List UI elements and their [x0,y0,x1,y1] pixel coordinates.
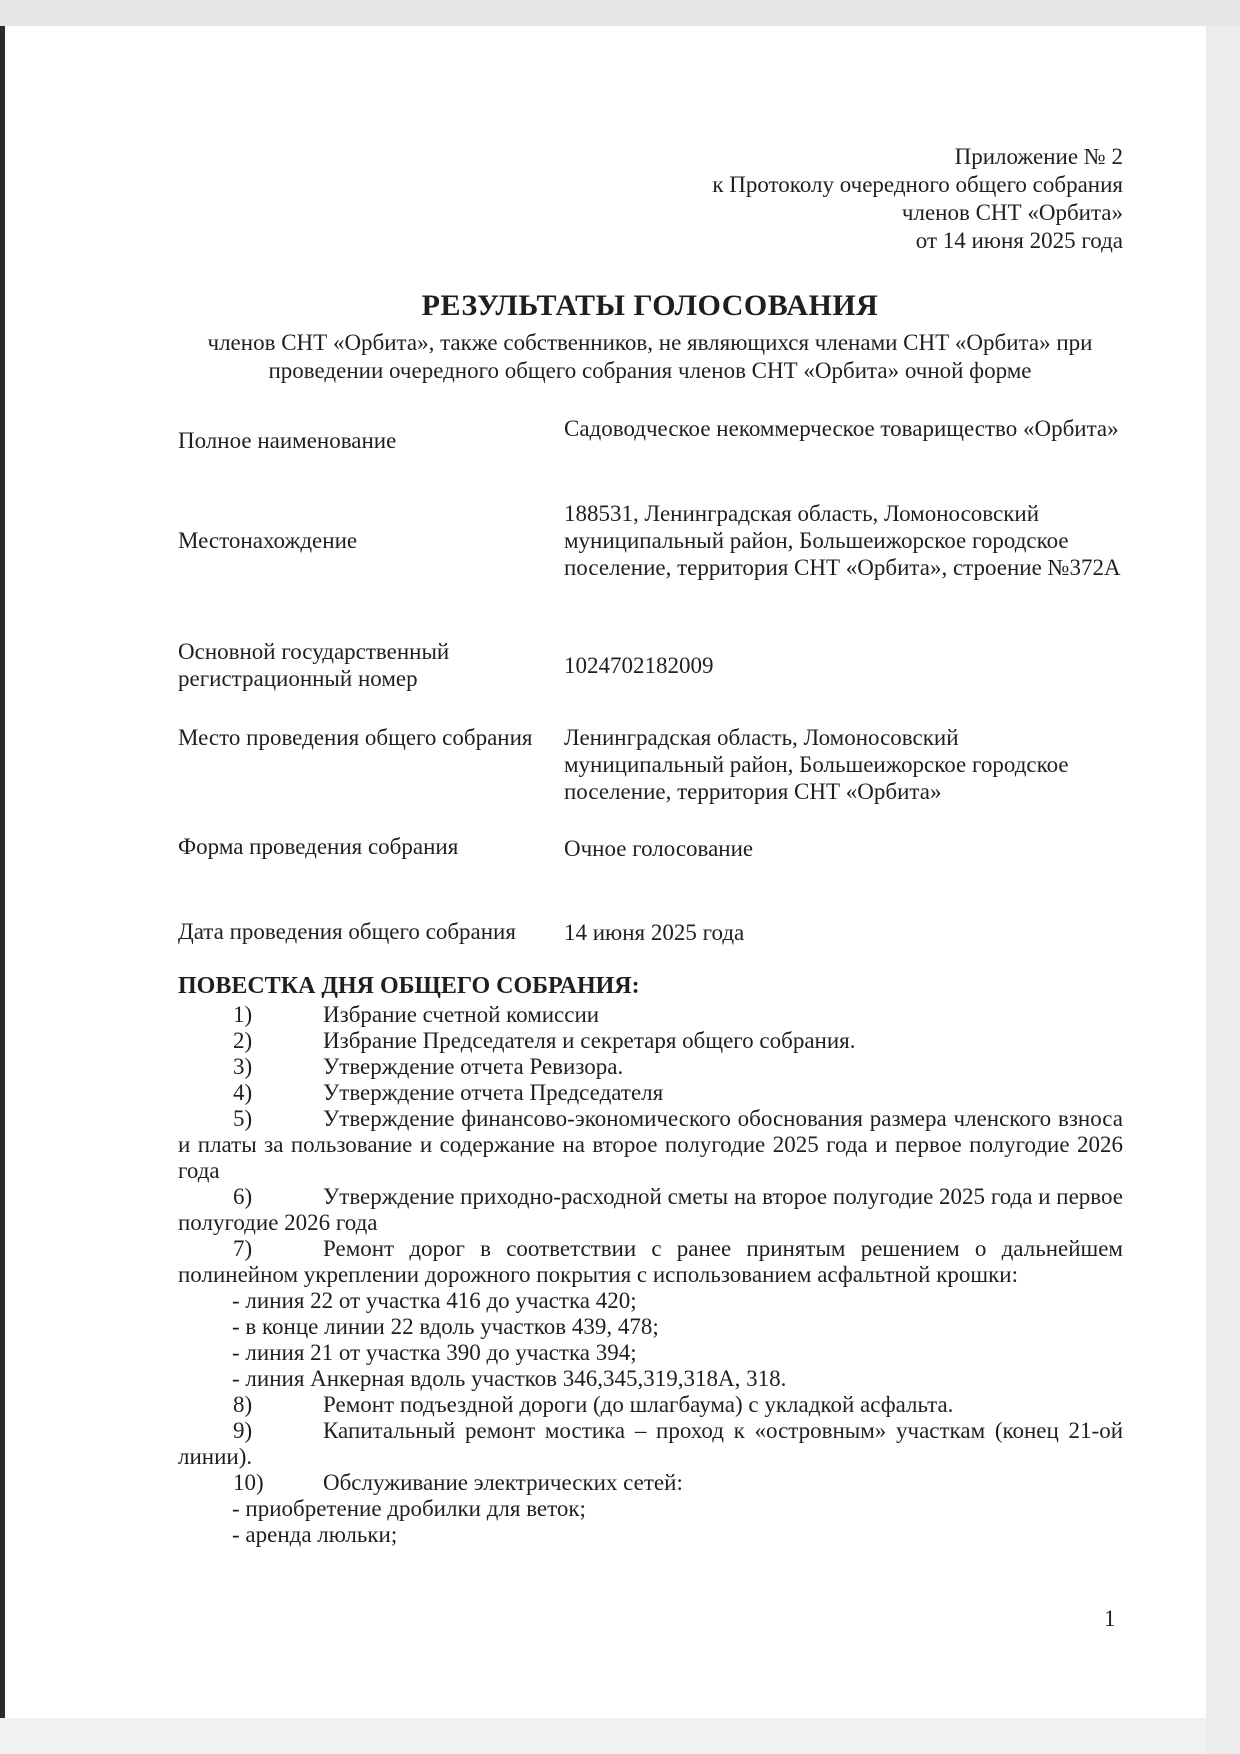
agenda-subitem: - линия Анкерная вдоль участков 346,345,319,318А, 318. [232,1366,787,1391]
agenda-number: 9) [233,1418,253,1443]
agenda-subitem: - в конце линии 22 вдоль участков 439, 478; [232,1314,659,1339]
agenda-text: Ремонт подъездной дороги (до шлагбаума) с укладкой асфальта. [323,1392,954,1417]
agenda-text: Избрание счетной комиссии [323,1002,600,1027]
agenda-item [178,1392,1123,1418]
info-value: 14 июня 2025 года [564,920,745,945]
agenda-subitem: - линия 22 от участка 416 до участка 420; [232,1288,637,1313]
info-value: 1024702182009 [564,653,714,678]
info-value: 188531, Ленинградская область, Ломоносовский муниципальный район, Большеижорское городское поселение, территория СНТ «Орбита», строение №372А [564,501,1121,580]
agenda-item [178,1470,1123,1496]
document-subtitle: членов СНТ «Орбита», также собственников, не являющихся членами СНТ «Орбита» при проведении очередного общего собрания членов СНТ «Орбита» очной форме [207,330,1093,383]
agenda-list [178,1002,1123,1548]
agenda-subitem: - аренда люльки; [232,1522,398,1547]
agenda-subitem: - линия 21 от участка 390 до участка 394; [232,1340,637,1365]
agenda-subitem: - приобретение дробилки для веток; [232,1496,586,1521]
scan-edge-right [1206,26,1240,1754]
agenda-text: Обслуживание электрических сетей: [323,1470,683,1495]
info-value: Очное голосование [564,836,754,861]
scan-edge-left [0,26,5,1754]
info-label: Дата проведения общего собрания [178,919,516,944]
page-number: 1 [1104,1606,1116,1631]
document-title: РЕЗУЛЬТАТЫ ГОЛОСОВАНИЯ [421,289,879,322]
agenda-number: 7) [233,1236,253,1261]
agenda-item [178,1080,1123,1106]
agenda-item [178,1184,1123,1236]
agenda-text: Утверждение отчета Ревизора. [323,1054,624,1079]
info-label: Форма проведения собрания [178,834,459,859]
scan-edge-bottom [0,1718,1206,1754]
agenda-number: 2) [233,1028,253,1053]
agenda-text: Утверждение отчета Председателя [323,1080,664,1105]
appendix-header [423,143,1123,255]
agenda-text: Утверждение финансово-экономического обоснования размера членского взноса и платы за пользование и содержание на второе полугодие 2025 года и первое полугодие 2026 года [178,1106,1123,1183]
agenda-text: Утверждение приходно-расходной сметы на второе полугодие 2025 года и первое полугодие 2026 года [178,1184,1123,1235]
info-label: Местонахождение [178,528,358,553]
agenda-number: 4) [233,1080,253,1105]
info-value: Садоводческое некоммерческое товарищество «Орбита» [564,416,1119,441]
agenda-heading: ПОВЕСТКА ДНЯ ОБЩЕГО СОБРАНИЯ: [178,973,640,999]
appendix-line: от 14 июня 2025 года [915,228,1123,253]
info-label: Основной государственный регистрационный номер [178,639,450,691]
agenda-number: 3) [233,1054,253,1079]
agenda-text: Избрание Председателя и секретаря общего собрания. [323,1028,856,1053]
agenda-item [178,1106,1123,1184]
agenda-number: 8) [233,1392,253,1417]
agenda-item [178,1236,1123,1288]
agenda-number: 5) [233,1106,253,1131]
info-label: Место проведения общего собрания [178,725,533,750]
agenda-text: Капитальный ремонт мостика – проход к «островным» участкам (конец 21-ой линии). [178,1418,1123,1469]
agenda-number: 1) [233,1002,253,1027]
agenda-number: 6) [233,1184,253,1209]
agenda-item [178,1054,1123,1080]
agenda-item [178,1028,1123,1054]
info-value: Ленинградская область, Ломоносовский муниципальный район, Большеижорское городское поселение, территория СНТ «Орбита» [564,725,1069,804]
agenda-text: Ремонт дорог в соответствии с ранее принятым решением о дальнейшем полинейном укреплении дорожного покрытия с использованием асфальтной крошки: [178,1236,1123,1287]
appendix-line: членов СНТ «Орбита» [901,200,1123,225]
appendix-line: Приложение № 2 [954,144,1123,169]
agenda-item [178,1418,1123,1470]
agenda-item [178,1002,1123,1028]
info-label: Полное наименование [178,428,397,453]
appendix-line: к Протоколу очередного общего собрания [712,172,1123,197]
scan-edge-top [0,0,1240,26]
agenda-number: 10) [233,1470,264,1495]
